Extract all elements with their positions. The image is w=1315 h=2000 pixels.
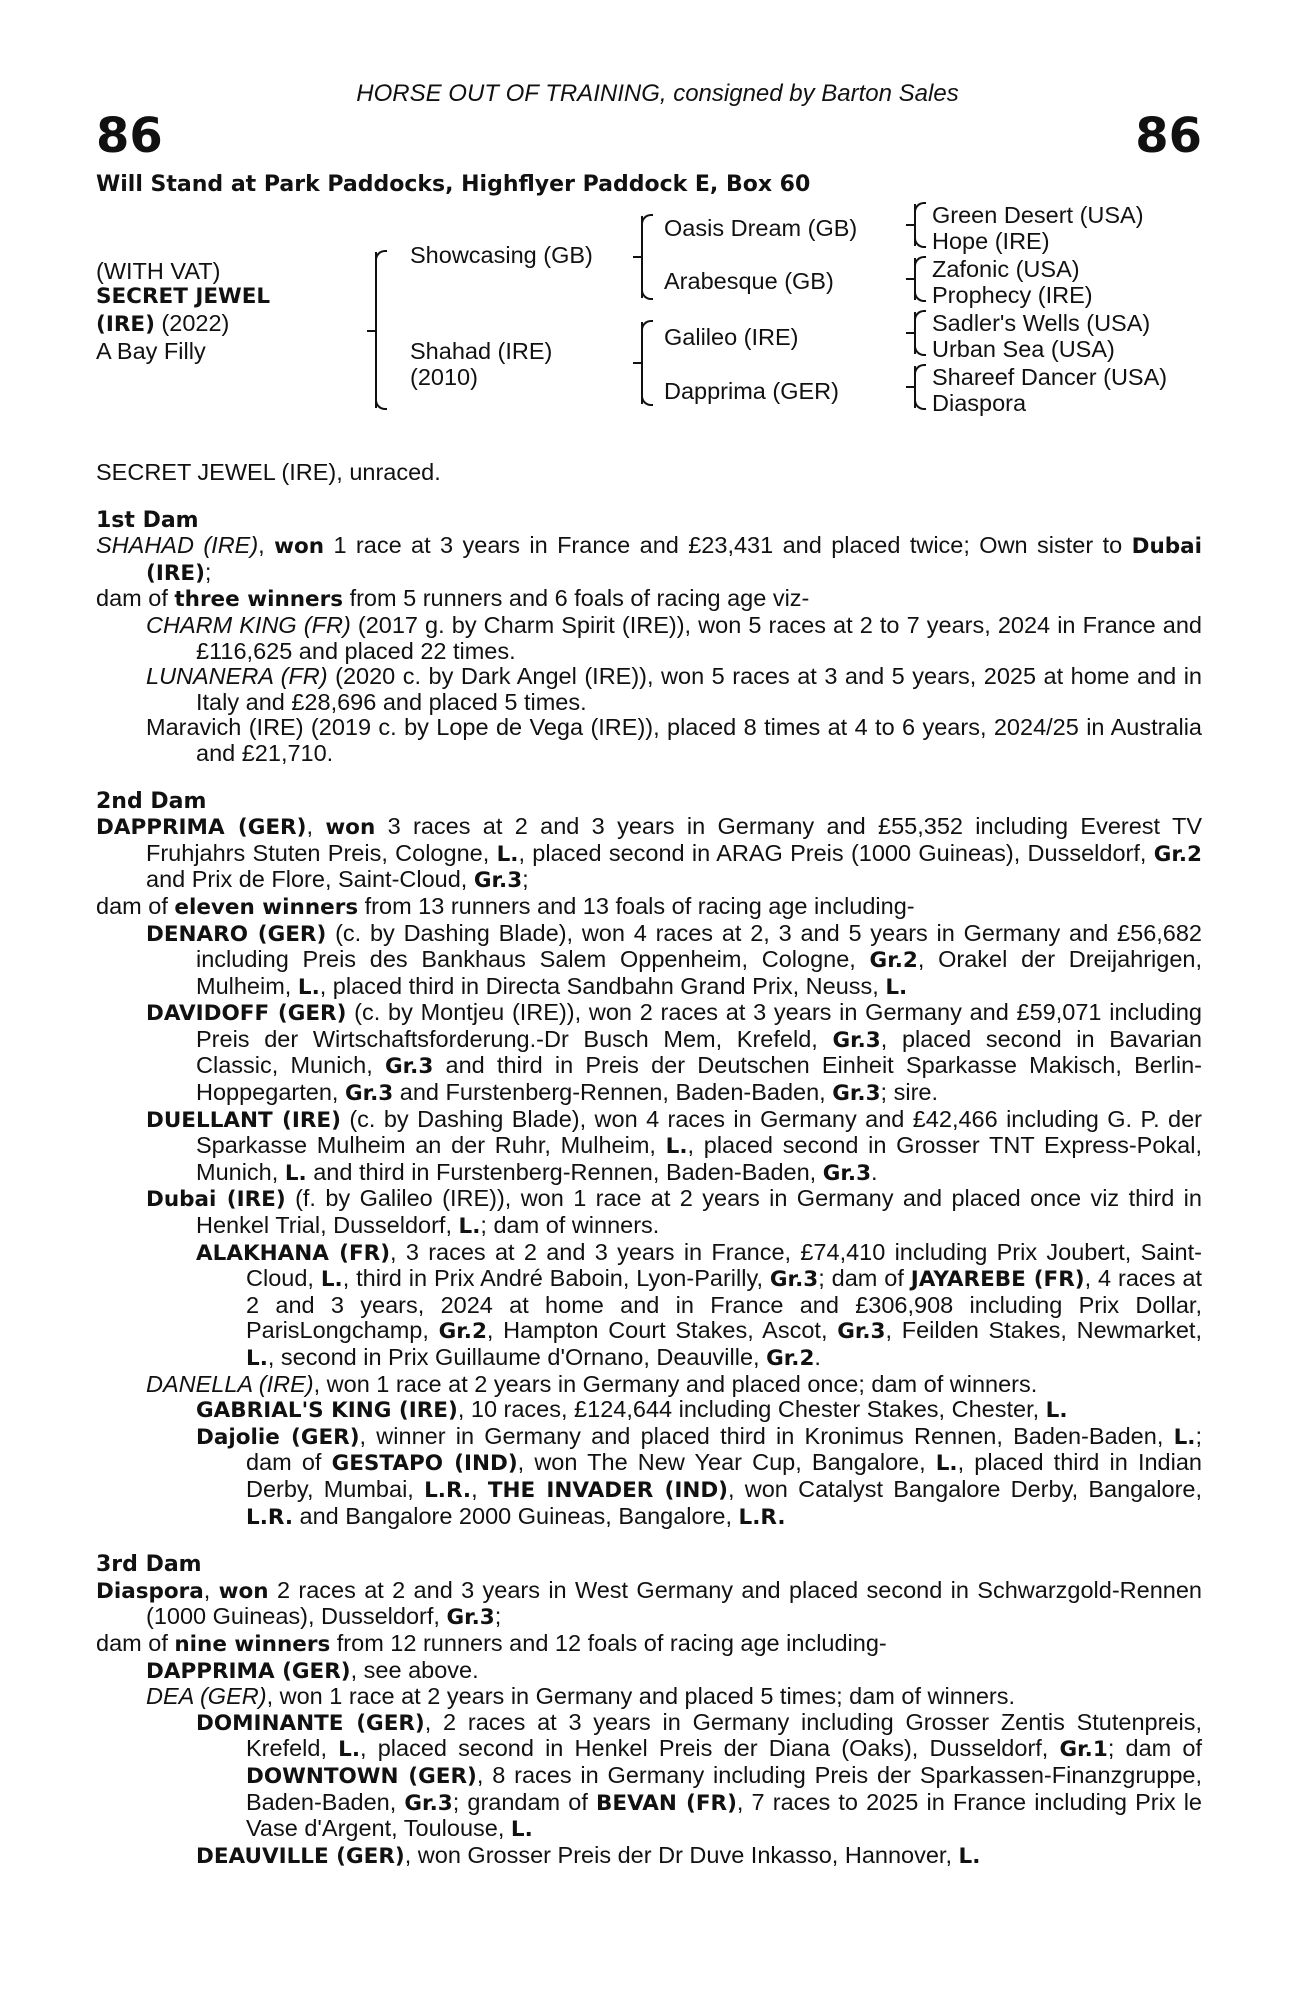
third-dam-heading: 3rd Dam [96,1552,202,1578]
progeny-item: DANELLA (IRE), won 1 race at 2 years in Germany and placed once; dam of winners. [146,1370,1038,1397]
second-dam-produce-summary: dam of eleven winners from 13 runners and 13 foals of racing age including- [96,892,915,920]
catalogue-body [96,460,1202,1869]
progeny-item: DUELLANT (IRE) (c. by Dashing Blade), won 4 races in Germany and £42,466 including G. P. der Sparkasse Mulheim an der Ruhr, Mulheim, L., placed second in Grosser TNT Express-Pokal, Munich, L. and third in Furstenberg-Rennen, Baden-Baden, Gr.3. [146,1105,1202,1186]
first-dam-record: SHAHAD (IRE), won 1 race at 3 years in France and £23,431 and placed twice; Own sister to Dubai (IRE); [96,532,1203,586]
pedigree-dds: Shareef Dancer (USA) [932,364,1168,390]
intro-line: SECRET JEWEL (IRE), unraced. [96,459,441,485]
first-dam-heading: 1st Dam [96,507,199,533]
progeny-item: Dubai (IRE) (f. by Galileo (IRE)), won 1 race at 2 years in Germany and placed once viz third in Henkel Trial, Dusseldorf, L.; dam of winners. [146,1185,1202,1240]
grand-progeny-item: ALAKHANA (FR), 3 races at 2 and 3 years in France, £74,410 including Prix Joubert, Saint-Cloud, L., third in Prix André Baboin, Lyon-Parilly, Gr.3; dam of JAYAREBE (FR), 4 races at 2 and 3 years, 2024 at home and in France and £306,908 including Prix Dollar, ParisLongchamp, Gr.2, Hampton Court Stakes, Ascot, Gr.3, Feilden Stakes, Newmarket, L., second in Prix Guillaume d'Ornano, Deauville, Gr.2. [196,1238,1202,1371]
pedigree-sds: Zafonic (USA) [932,256,1080,282]
page-header: HORSE OUT OF TRAINING, consigned by Barton Sales [356,80,959,107]
progeny-item: DAVIDOFF (GER) (c. by Montjeu (IRE)), won 2 races at 3 years in Germany and £59,071 including Preis der Wirtschaftsforderung.-Dr Busch Mem, Krefeld, Gr.3, placed second in Bavarian Classic, Munich, Gr.3 and third in Preis der Deutschen Einheit Sparkasse Makisch, Berlin-Hoppegarten, Gr.3 and Furstenberg-Rennen, Baden-Baden, Gr.3; sire. [146,999,1202,1107]
lot-number-left: 86 [96,108,163,164]
pedigree-ddd: Diaspora [932,390,1027,416]
progeny-item: LUNANERA (FR) (2020 c. by Dark Angel (IRE)), won 5 races at 3 and 5 years, 2025 at home and in Italy and £28,696 and placed 5 times. [146,663,1202,715]
horse-origin-year [96,310,229,337]
third-dam-produce-summary: dam of nine winners from 12 runners and 12 foals of racing age including- [96,1629,887,1657]
pedigree-dam-year: (2010) [410,364,478,390]
grand-progeny-item: GABRIAL'S KING (IRE), 10 races, £124,644 including Chester Stakes, Chester, L. [196,1396,1068,1424]
stand-location: Will Stand at Park Paddocks, Highflyer Paddock E, Box 60 [96,172,811,197]
grand-progeny-item: DOMINANTE (GER), 2 races at 3 years in Germany including Grosser Zentis Stutenpreis, Krefeld, L., placed second in Henkel Preis der Diana (Oaks), Dusseldorf, Gr.1; dam of DOWNTOWN (GER), 8 races in Germany including Preis der Sparkassen-Finanzgruppe, Baden-Baden, Gr.3; grandam of BEVAN (FR), 7 races to 2025 in France including Prix le Vase d'Argent, Toulouse, L. [196,1708,1202,1843]
pedigree-dam-dam: Dapprima (GER) [664,378,839,404]
grand-progeny-item: Dajolie (GER), winner in Germany and placed third in Kronimus Rennen, Baden-Baden, L.; dam of GESTAPO (IND), won The New Year Cup, Bangalore, L., placed third in Indian Derby, Mumbai, L.R., THE INVADER (IND), won Catalyst Bangalore Derby, Bangalore, L.R. and Bangalore 2000 Guineas, Bangalore, L.R. [196,1422,1203,1530]
progeny-item: DAPPRIMA (GER), see above. [146,1656,479,1684]
brace-sire-dam [375,252,377,408]
brace-sire-parents [641,216,643,298]
pedigree-dsd: Urban Sea (USA) [932,336,1115,362]
progeny-item: Maravich (IRE) (2019 c. by Lope de Vega (IRE)), placed 8 times at 4 to 6 years, 2024/25 in Australia and £21,710. [146,714,1203,766]
horse-origin: (IRE) [96,312,155,337]
third-dam-record: Diaspora, won 2 races at 2 and 3 years in West Germany and placed second in Schwarzgold-Rennen (1000 Guineas), Dusseldorf, Gr.3; [96,1576,1202,1631]
pedigree-ssd: Hope (IRE) [932,228,1050,254]
progeny-item: CHARM KING (FR) (2017 g. by Charm Spirit (IRE)), won 5 races at 2 to 7 years, 2024 in France and £116,625 and placed 22 times. [146,611,1203,664]
horse-name: SECRET JEWEL [96,284,271,309]
pedigree-sire-dam: Arabesque (GB) [664,268,834,294]
pedigree-sss: Green Desert (USA) [932,202,1144,228]
second-dam-heading: 2nd Dam [96,788,207,814]
pedigree-sire: Showcasing (GB) [410,242,593,268]
progeny-item: DEA (GER), won 1 race at 2 years in Germany and placed 5 times; dam of winners. [146,1683,1016,1710]
grand-progeny-item: DEAUVILLE (GER), won Grosser Preis der Dr Duve Inkasso, Hannover, L. [196,1841,981,1869]
horse-description: A Bay Filly [96,338,206,364]
progeny-item: DENARO (GER) (c. by Dashing Blade), won 4 races at 2, 3 and 5 years in Germany and £56,682 including Preis des Bankhaus Salem Oppenheim, Cologne, Gr.2, Orakel der Dreijahrigen, Mulheim, L., placed third in Directa Sandbahn Grand Prix, Neuss, L. [146,919,1203,1000]
pedigree-sire-sire: Oasis Dream (GB) [664,215,858,241]
pedigree-sdd: Prophecy (IRE) [932,282,1093,308]
second-dam-record: DAPPRIMA (GER), won 3 races at 2 and 3 years in Germany and £55,352 including Everest TV Fruhjahrs Stuten Preis, Cologne, L., placed second in ARAG Preis (1000 Guineas), Dusseldorf, Gr.2 and Prix de Flore, Saint-Cloud, Gr.3; [96,813,1203,894]
first-dam-produce-summary: dam of three winners from 5 runners and 6 foals of racing age viz- [96,585,810,613]
pedigree-dss: Sadler's Wells (USA) [932,310,1151,336]
pedigree-dam-sire: Galileo (IRE) [664,324,799,350]
vat-note: (WITH VAT) [96,258,221,284]
horse-year: (2022) [154,310,230,336]
pedigree-dam: Shahad (IRE) [410,338,553,364]
brace-dam-parents [641,322,643,404]
lot-number-right: 86 [1135,108,1202,164]
